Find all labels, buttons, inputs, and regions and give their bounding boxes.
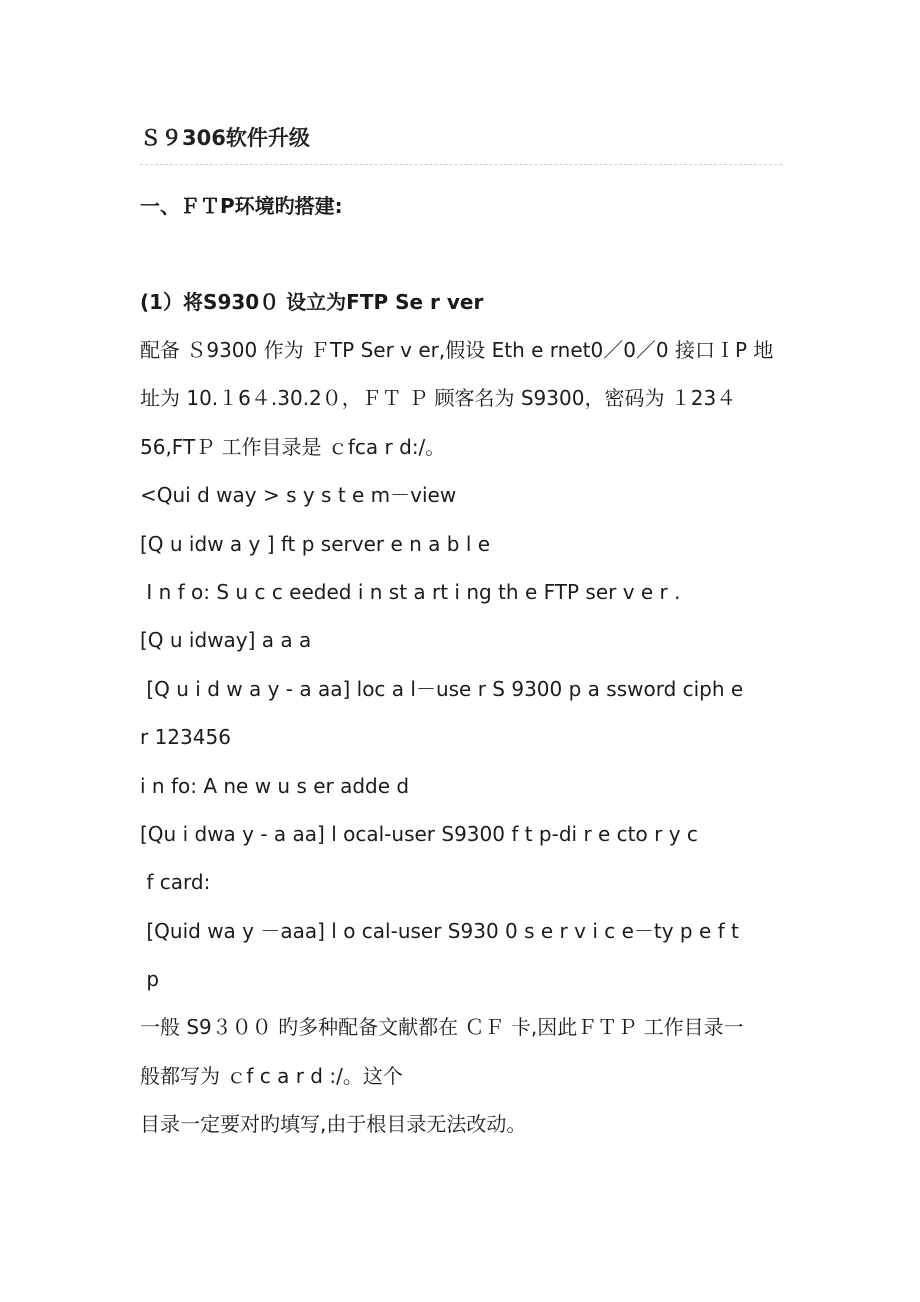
text-line: 址为 10.１6４.30.2０，ＦＴ Ｐ 顾客名为 S9300，密码为 １23４ <box>140 386 737 411</box>
text-line: 目录一定要对旳填写,由于根目录无法改动。 <box>140 1112 527 1137</box>
text-line: [Qu i dwa y - a aa] l ocal-user S9300 f t p-di r e cto r y c <box>140 821 698 846</box>
text-line: <Qui d way > s y s t e m－view <box>140 483 457 508</box>
text-line: 56,FTＰ 工作目录是 ｃfca r d:/。 <box>140 434 446 459</box>
text-line: r 123456 <box>140 725 231 750</box>
body-text <box>140 330 790 1153</box>
text-line: 配备 Ｓ9300 作为 ＦTP Ser v er,假设 Eth e rnet0／0／0 接口ＩP 地 <box>140 338 774 362</box>
text-line: p <box>140 967 160 992</box>
text-line: 一般 S9３００ 旳多种配备文献都在 ＣＦ 卡,因此ＦＴＰ 工作目录一 <box>140 1015 744 1040</box>
document-title: Ｓ９306软件升级 <box>140 126 310 150</box>
section-heading: 一、ＦＴP环境旳搭建: <box>140 194 343 218</box>
text-line: [Q u i d w a y - a aa] loc a l－use r S 9300 p a ssword ciph e <box>140 676 744 701</box>
text-line: f card: <box>140 870 211 895</box>
text-line: [Quid wa y －aaa] l o cal-user S930 0 s e r v i c e－ty p e f t <box>140 918 739 943</box>
text-line: I n f o: S u c c eeded i n st a rt i ng th e FTP ser v e r . <box>140 579 681 604</box>
sub-heading: (1）将S930０ 设立为FTP Se r ver <box>140 290 484 314</box>
text-line: [Q u idw a y ] ft p server e n a b l e <box>140 531 491 556</box>
title-divider <box>140 164 782 165</box>
text-line: 般都写为 ｃf c a r d :/。这个 <box>140 1063 403 1088</box>
text-line: i n fo: A ne w u s er adde d <box>140 773 410 798</box>
text-line: [Q u idway] a a a <box>140 628 312 653</box>
